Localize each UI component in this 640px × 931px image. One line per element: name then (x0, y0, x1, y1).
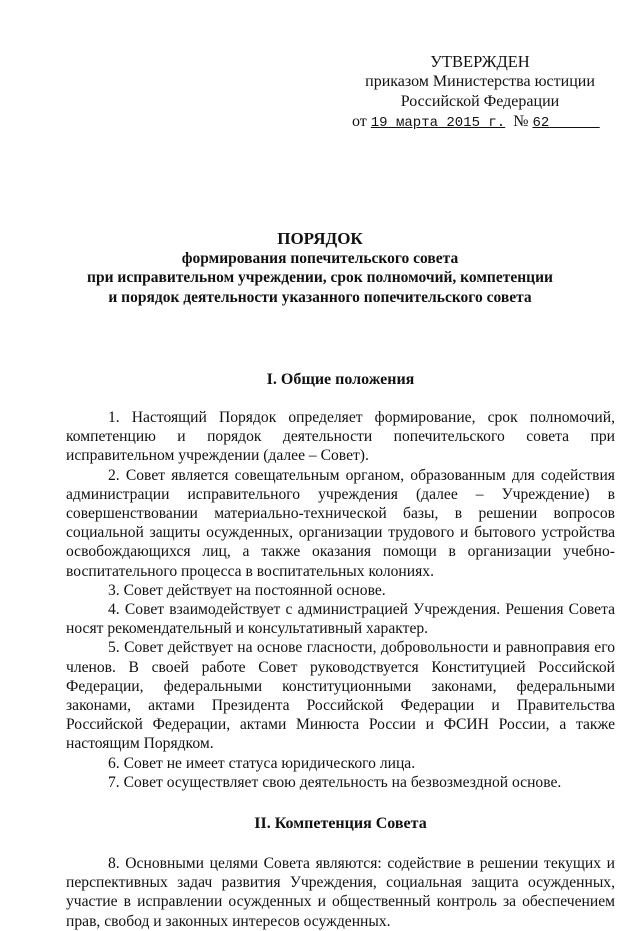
section-1-body (66, 408, 615, 792)
section-heading-1: I. Общие положения (266, 371, 415, 388)
approval-stamp (330, 52, 630, 133)
document-body (66, 370, 615, 931)
section-heading-2: II. Компетенция Совета (254, 815, 427, 833)
paragraph-2: 2. Совет является совещательным органом, образованным для содействия администрации исправительного учреждения (далее – Учреждение) в совершенствовании материально-технической базы, в решении вопросов социальной защиты осужденных, организации трудового и бытового устройства освобождающихся лиц, а также оказания помощи в организации учебно-воспитательного процесса в воспитательных колониях. (66, 466, 615, 580)
paragraph-1: 1. Настоящий Порядок определяет формирование, срок полномочий, компетенцию и порядок деятельности попечительского совета при исправительном учреждении (далее – Совет). (66, 409, 615, 465)
document-title-line-2: при исправительном учреждении, срок полномочий, компетенции (87, 269, 553, 286)
document-title-line-1: формирования попечительского совета (181, 249, 459, 267)
approval-date-line (330, 112, 630, 133)
document-title-line-3: и порядок деятельности указанного попечительского совета (108, 288, 532, 306)
approval-date: 19 марта 2015 г. (370, 115, 506, 131)
date-prefix: от (352, 113, 367, 130)
approval-number: 62 (532, 115, 550, 131)
paragraph-6: 6. Совет не имеет статуса юридического лица. (108, 754, 416, 772)
approval-line-2: Российской Федерации (400, 93, 560, 110)
number-prefix: № (513, 113, 529, 130)
approval-title: УТВЕРЖДЕН (430, 52, 530, 71)
number-underline (549, 115, 599, 131)
section-2-body (66, 854, 615, 931)
paragraph-3: 3. Совет действует на постоянной основе. (108, 581, 386, 599)
paragraph-8: 8. Основными целями Совета являются: содействие в решении текущих и перспективных задач развития Учреждения, социальная защита осужденных, участие в исправлении осужденных и общественный контроль за обеспечением прав, свобод и законных интересов осужденных. (66, 855, 615, 930)
paragraph-7: 7. Совет осуществляет свою деятельность на безвозмездной основе. (108, 773, 562, 791)
approval-line-1: приказом Министерства юстиции (365, 73, 595, 90)
document-title-main: ПОРЯДОК (277, 229, 363, 248)
document-title (40, 229, 600, 307)
paragraph-4: 4. Совет взаимодействует с администрацией Учреждения. Решения Совета носят рекомендательный и консультативный характер. (66, 601, 615, 638)
paragraph-5: 5. Совет действует на основе гласности, добровольности и равноправия его членов. В своей работе Совет руководствуется Конституцией Российской Федерации, федеральными конституционными законами, федеральными законами, актами Президента Российской Федерации и Правительства Российской Федерации, актами Минюста России и ФСИН России, а также настоящим Порядком. (66, 639, 615, 753)
